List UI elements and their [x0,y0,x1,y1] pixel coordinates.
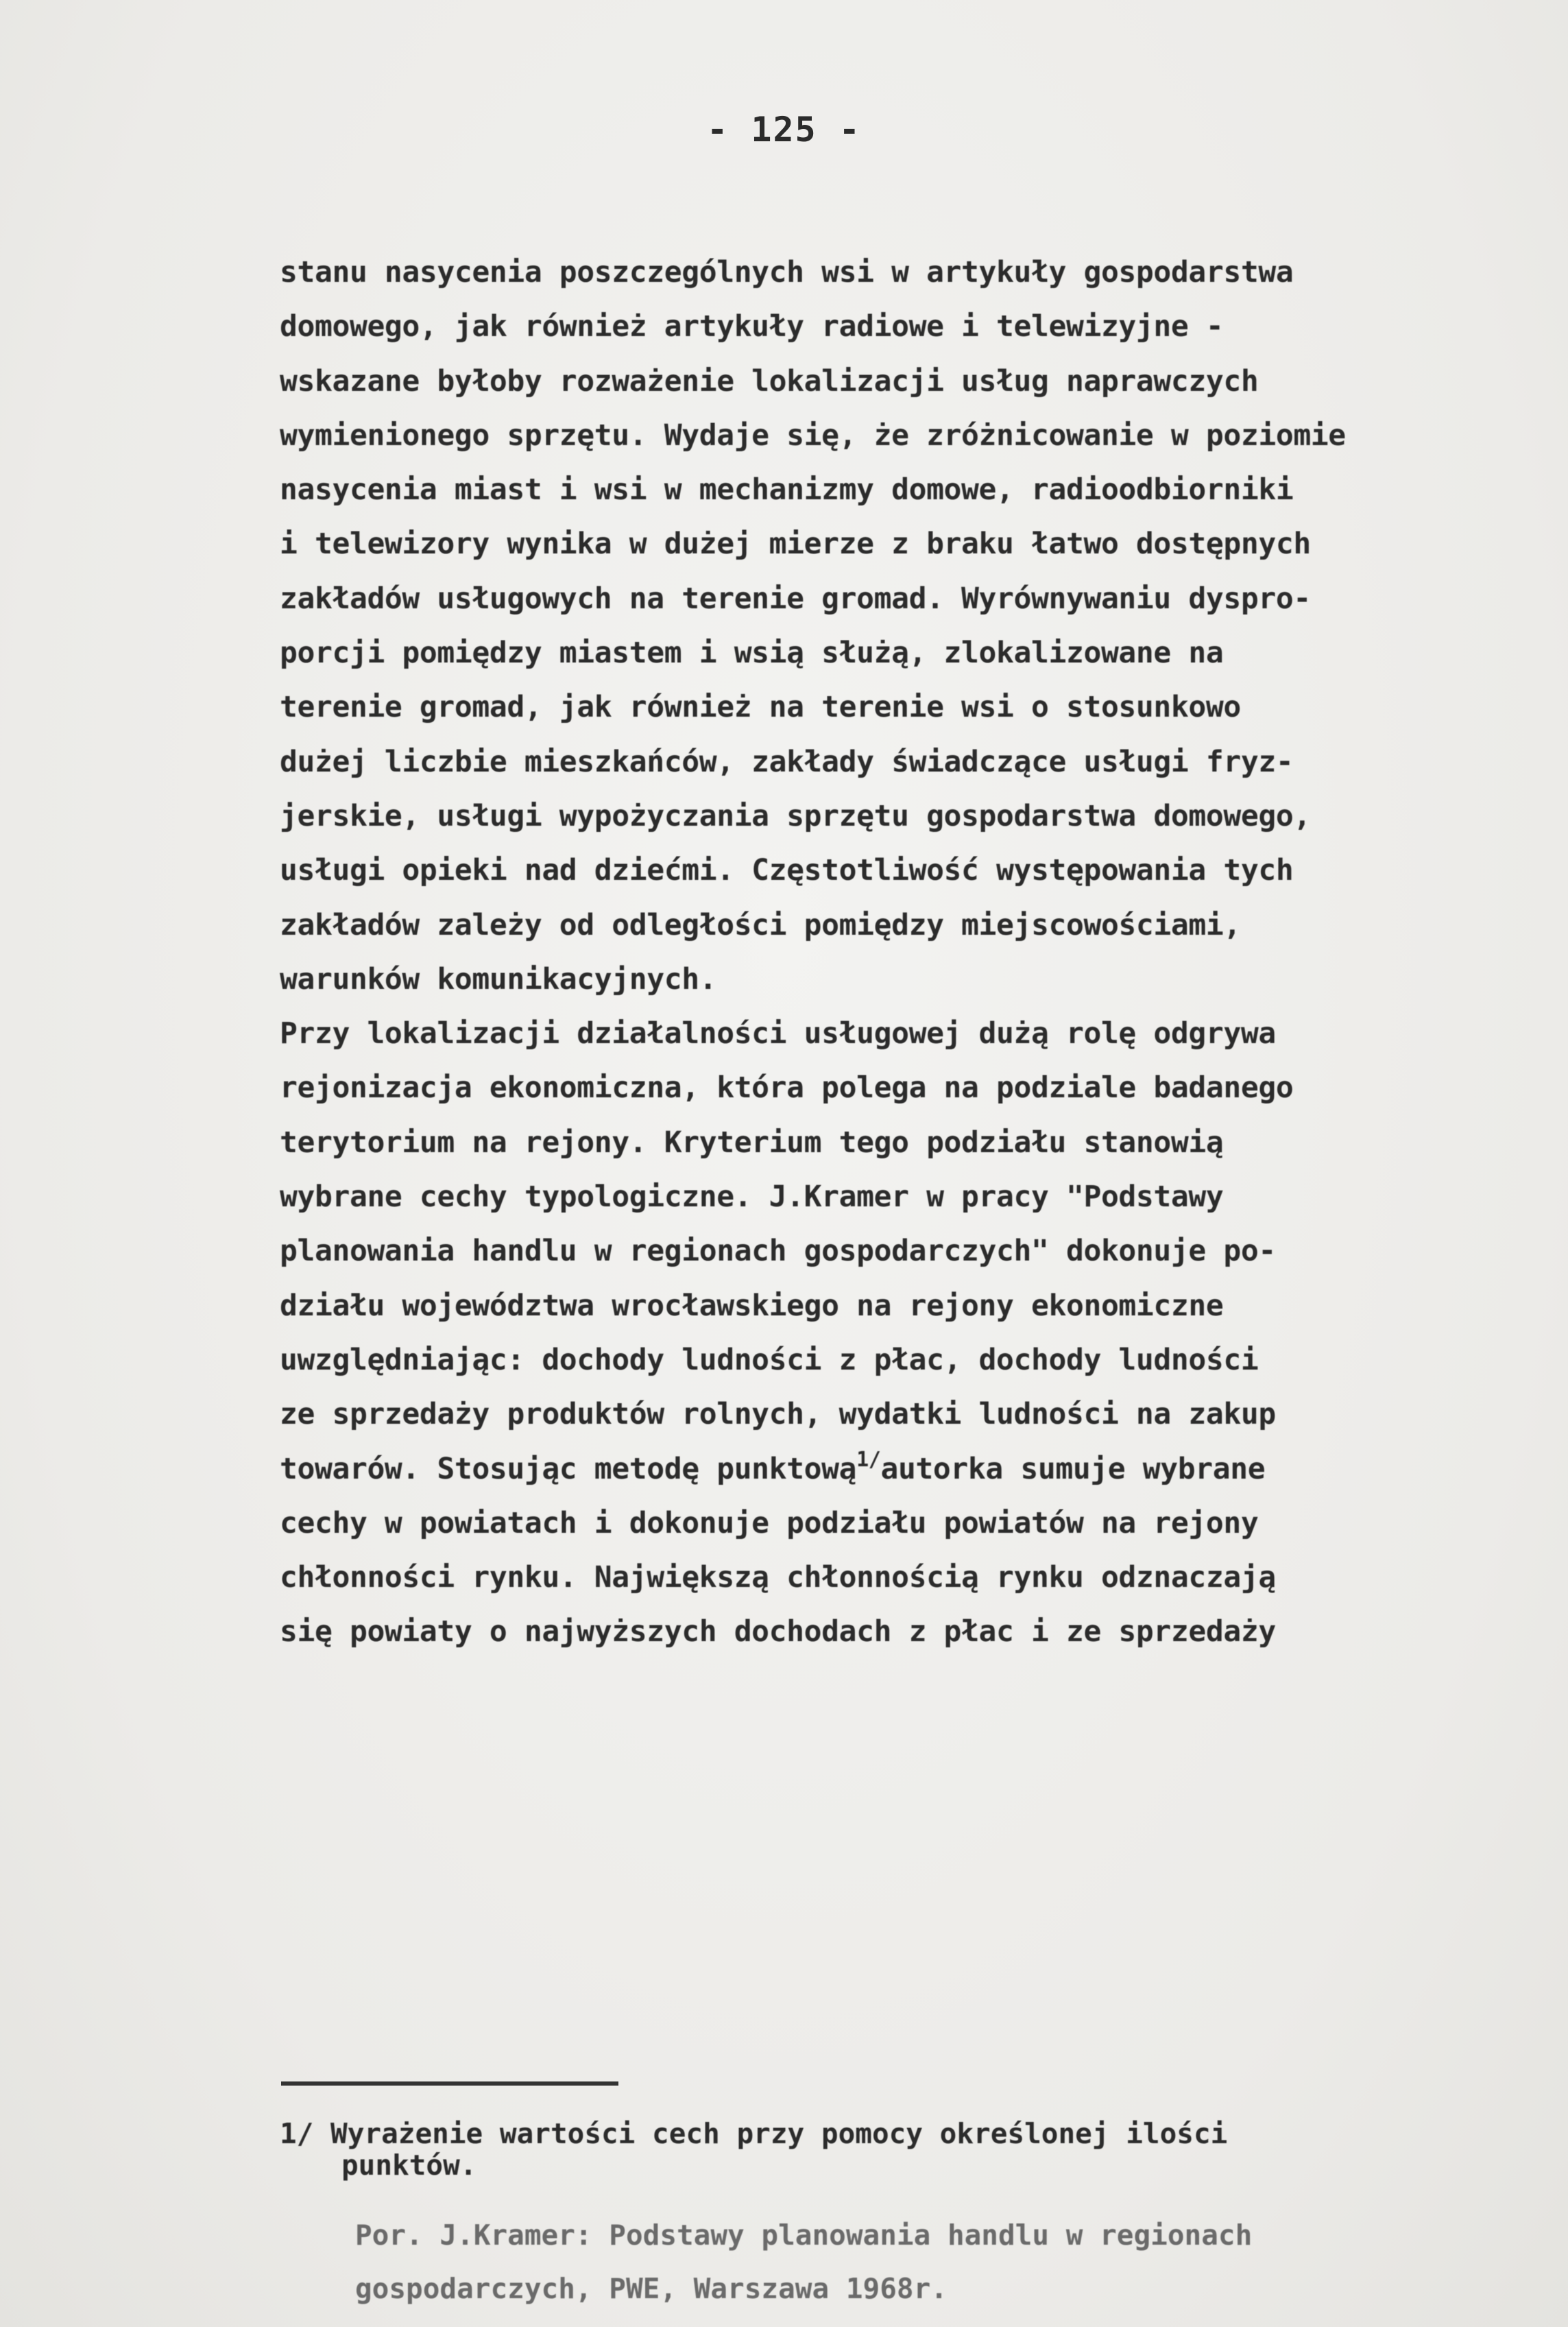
text-line: wybrane cechy typologiczne. J.Kramer w pracy "Podstawy [280,1180,1224,1215]
footnote-marker: 1/ [856,1447,881,1472]
text-line: usługi opieki nad dziećmi. Częstotliwość występowania tych [280,853,1294,888]
text-line: zakładów zależy od odległości pomiędzy miejscowościami, [280,907,1241,942]
text-segment: towarów. Stosując metodę punktową [280,1451,857,1486]
text-line: rejonizacja ekonomiczna, która polega na podziale badanego [280,1071,1294,1106]
text-line: terytorium na rejony. Kryterium tego podziału stanowią [280,1125,1224,1160]
text-line: się powiaty o najwyższych dochodach z płac i ze sprzedaży [280,1614,1276,1649]
text-line: uwzględniając: dochody ludności z płac, dochody ludności [280,1342,1259,1377]
text-line: dużej liczbie mieszkańców, zakłady świadczące usługi fryz- [280,744,1294,779]
text-line: ze sprzedaży produktów rolnych, wydatki ludności na zakup [280,1397,1276,1432]
text-line: i telewizory wynika w dużej mierze z braku łatwo dostępnych [280,527,1311,562]
text-line: cechy w powiatach i dokonuje podziału powiatów na rejony [280,1505,1259,1540]
footnote-source-line: gospodarczych, PWE, Warszawa 1968r. [355,2272,948,2305]
text-line: Przy lokalizacji działalności usługowej dużą rolę odgrywa [280,1016,1276,1051]
text-line: terenie gromad, jak również na terenie wsi o stosunkowo [280,690,1241,725]
text-line: wskazane byłoby rozważenie lokalizacji usług naprawczych [280,363,1259,398]
text-line: warunków komunikacyjnych. [280,962,717,997]
text-segment: autorka sumuje wybrane [880,1451,1266,1486]
text-line: chłonności rynku. Największą chłonnością rynku odznaczają [280,1560,1276,1595]
text-line-with-footnote [280,1442,1534,1496]
text-line: działu województwa wrocławskiego na rejony ekonomiczne [280,1288,1224,1323]
text-line: zakładów usługowych na terenie gromad. Wyrównywaniu dyspro- [280,581,1311,616]
footnote-source-line: Por. J.Kramer: Podstawy planowania handlu w regionach [355,2219,1253,2252]
text-line: nasycenia miast i wsi w mechanizmy domowe, radioodbiorniki [280,473,1294,508]
footnote-source [280,2208,1534,2315]
body-text [280,246,1534,1660]
text-line: jerskie, usługi wypożyczania sprzętu gospodarstwa domowego, [280,798,1311,833]
footnotes [280,2118,1534,2315]
text-line: stanu nasycenia poszczególnych wsi w artykuły gospodarstwa [280,255,1294,289]
footnote-divider [281,2081,618,2086]
footnote-text: 1/ Wyrażenie wartości cech przy pomocy określonej ilości [280,2117,1228,2150]
text-line: planowania handlu w regionach gospodarczych" dokonuje po- [280,1234,1276,1269]
text-line: porcji pomiędzy miastem i wsią służą, zlokalizowane na [280,636,1224,671]
text-line: wymienionego sprzętu. Wydaje się, że zróżnicowanie w poziomie [280,418,1346,453]
footnote-text: punktów. [341,2149,477,2182]
page-number: - 125 - [707,110,861,150]
text-line: domowego, jak również artykuły radiowe i telewizyjne - [280,309,1224,344]
